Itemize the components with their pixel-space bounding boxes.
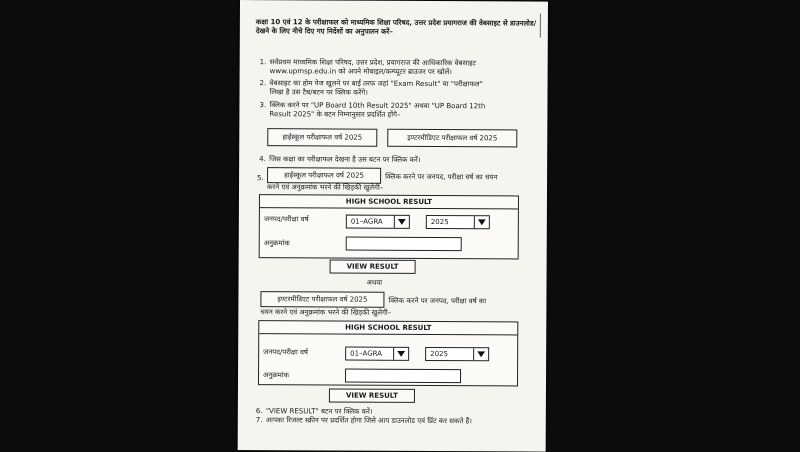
step-3-line-1: क्लिक करने पर "UP Board 10th Result 2025" अथवा "UP Board 12th	[269, 101, 486, 111]
step-number: 6.	[255, 407, 263, 416]
view-result-button[interactable]: VIEW RESULT	[330, 259, 416, 273]
district-select[interactable]	[346, 215, 410, 229]
year-value: 2025	[430, 350, 448, 359]
district-select[interactable]	[345, 347, 409, 361]
step-number: 1.	[259, 58, 267, 67]
step-7-line-1: आपका रिजल्ट स्क्रीन पर प्रदर्शित होगा जिसे आप डाउनलोड एवं प्रिंट कर सकते हैं।	[265, 416, 472, 426]
view-result-button[interactable]: VIEW RESULT	[329, 388, 415, 402]
result-form-2	[258, 320, 518, 386]
form-title: HIGH SCHOOL RESULT	[345, 197, 433, 207]
step-5-line-1: क्लिक करने पर जनपद, परीक्षा वर्ष का चयन	[385, 172, 498, 182]
step-number: 4.	[259, 155, 266, 164]
dropdown-arrow-icon[interactable]	[394, 216, 409, 228]
divider	[260, 207, 518, 209]
form-title: HIGH SCHOOL RESULT	[345, 323, 432, 333]
intermediate-result-button[interactable]: इण्टरमीडिएट परीक्षाफल वर्ष 2025	[260, 291, 384, 308]
dropdown-arrow-icon[interactable]	[473, 348, 488, 360]
highschool-result-button[interactable]: हाईस्कूल परीक्षाफल वर्ष 2025	[267, 167, 381, 184]
year-select[interactable]	[426, 215, 490, 229]
pen-mark	[540, 14, 541, 38]
roll-number-label: अनुक्रमांक	[263, 371, 290, 380]
roll-number-label: अनुक्रमांक	[263, 239, 290, 248]
step-number: 2.	[259, 79, 267, 88]
roll-number-input[interactable]	[345, 369, 461, 384]
divider	[259, 333, 517, 335]
dropdown-arrow-icon[interactable]	[393, 348, 408, 360]
district-value: 01–AGRA	[350, 217, 383, 226]
result-form-1	[259, 194, 519, 259]
step-2-line-1: वेबसाइट का होम पेज खुलने पर बाईं तरफ जहां "Exam Result" या "परीक्षाफल"	[269, 79, 483, 89]
step-6-line-1: "VIEW RESULT" बटन पर क्लिक करें।	[265, 407, 373, 416]
document-page	[238, 0, 548, 452]
district-value: 01–AGRA	[350, 349, 383, 358]
intro-text: कक्षा 10 एवं 12 के परीक्षाफल को माध्यमिक शिक्षा परिषद, उत्तर प्रदेश प्रयागराज की वेबसाइट से डाउनलोड/देखने के लिए नीचे दिए गए निर्देशों का अनुपालन करें–	[255, 18, 537, 36]
roll-number-input[interactable]	[346, 237, 462, 252]
step-number: 5.	[257, 174, 264, 183]
district-year-label: जनपद/परीक्षा वर्ष	[263, 348, 308, 357]
step-3-line-2: Result 2025" के बटन निम्नानुसार प्रदर्शित होंगे–	[269, 110, 401, 119]
district-year-label: जनपद/परीक्षा वर्ष	[263, 215, 309, 224]
step-5-line-2: करने एवं अनुक्रमांक भरने की खिड़की खुलेगी–	[266, 183, 384, 192]
step-1-line-2: www.upmsp.edu.in को अपने मोबाइल/कम्प्यूटर ब्राउजर पर खोलें।	[269, 67, 452, 77]
inter-line-2: चयन करने एवं अनुक्रमांक भरने की खिड़की खुलेगी–	[260, 308, 392, 317]
year-select[interactable]	[425, 347, 489, 361]
step-1-line-1: सर्वप्रथम माध्यमिक शिक्षा परिषद, उत्तर प्रदेश, प्रयागराज की आधिकारिक वेबसाइट	[269, 58, 477, 68]
step-number: 3.	[259, 101, 267, 110]
step-4-line-1: जिस कक्षा का परीक्षाफल देखना है उस बटन पर क्लिक करें।	[269, 155, 421, 164]
year-value: 2025	[430, 218, 449, 227]
highschool-result-button[interactable]: हाईस्कूल परीक्षाफल वर्ष 2025	[267, 128, 377, 147]
or-text: अथवा	[366, 278, 383, 287]
inter-line-1: क्लिक करने पर जनपद, परीक्षा वर्ष का	[388, 296, 487, 306]
intermediate-result-button[interactable]: इण्टरमीडिएट परीक्षाफल वर्ष 2025	[387, 129, 517, 148]
dropdown-arrow-icon[interactable]	[474, 216, 489, 228]
step-number: 7.	[255, 416, 263, 425]
step-2-line-2: लिखा है उस टैब/बटन पर क्लिक करेंगे।	[269, 88, 368, 97]
